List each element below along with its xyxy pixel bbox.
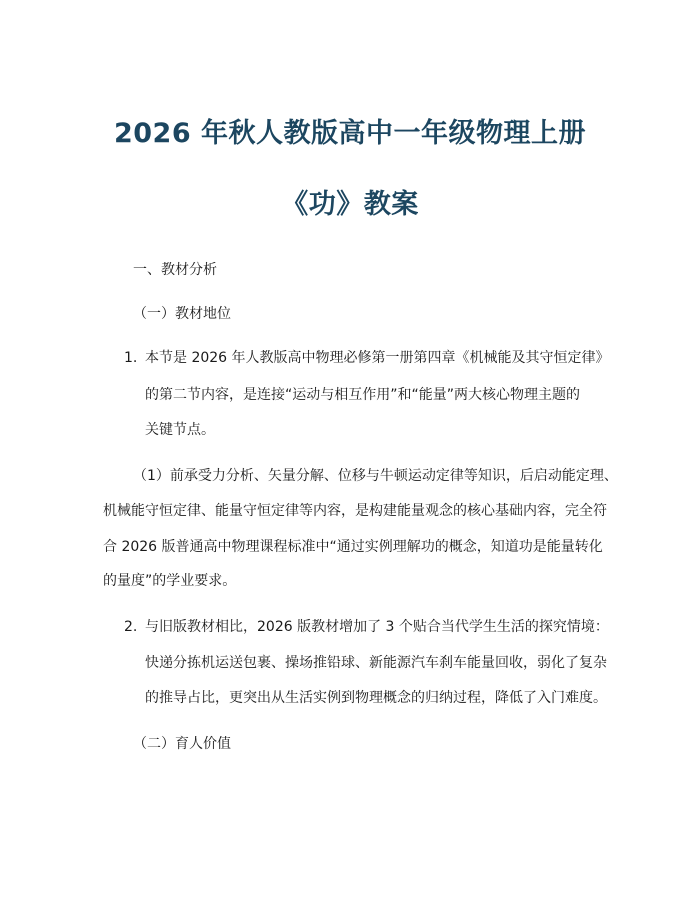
paragraph-1-line-2: 机械能守恒定律、能量守恒定律等内容，是构建能量观念的核心基础内容，完全符 <box>103 503 607 519</box>
paragraph-1-line-1: （1）前承受力分析、矢量分解、位移与牛顿运动定律等知识，后启动能定理、 <box>133 468 618 484</box>
section-heading-textbook-analysis: 一、教材分析 <box>133 262 217 278</box>
paragraph-1-line-4: 的量度”的学业要求。 <box>103 573 237 589</box>
list-item-2-line-1: 与旧版教材相比，2026 版教材增加了 3 个贴合当代学生生活的探究情境： <box>145 619 609 635</box>
list-item-1-line-1: 本节是 2026 年人教版高中物理必修第一册第四章《机械能及其守恒定律》 <box>145 350 610 366</box>
list-item-number-2: 2. <box>124 619 138 635</box>
list-item-1-line-2: 的第二节内容，是连接“运动与相互作用”和“能量”两大核心物理主题的 <box>145 387 581 403</box>
list-item-2-line-3: 的推导占比，更突出从生活实例到物理概念的归纳过程，降低了入门难度。 <box>145 690 607 706</box>
list-item-2-line-2: 快递分拣机运送包裹、操场推铅球、新能源汽车刹车能量回收，弱化了复杂 <box>145 655 607 671</box>
document-title-line-2: 《功》教案 <box>281 189 419 220</box>
subsection-heading-textbook-position: （一）教材地位 <box>133 306 231 322</box>
document-title-line-1: 2026 年秋人教版高中一年级物理上册 <box>113 118 587 149</box>
subsection-heading-educational-value: （二）育人价值 <box>133 736 231 752</box>
paragraph-1-line-3: 合 2026 版普通高中物理课程标准中“通过实例理解功的概念，知道功是能量转化 <box>103 539 603 555</box>
list-item-number-1: 1. <box>124 350 138 366</box>
list-item-1-line-3: 关键节点。 <box>145 422 215 438</box>
